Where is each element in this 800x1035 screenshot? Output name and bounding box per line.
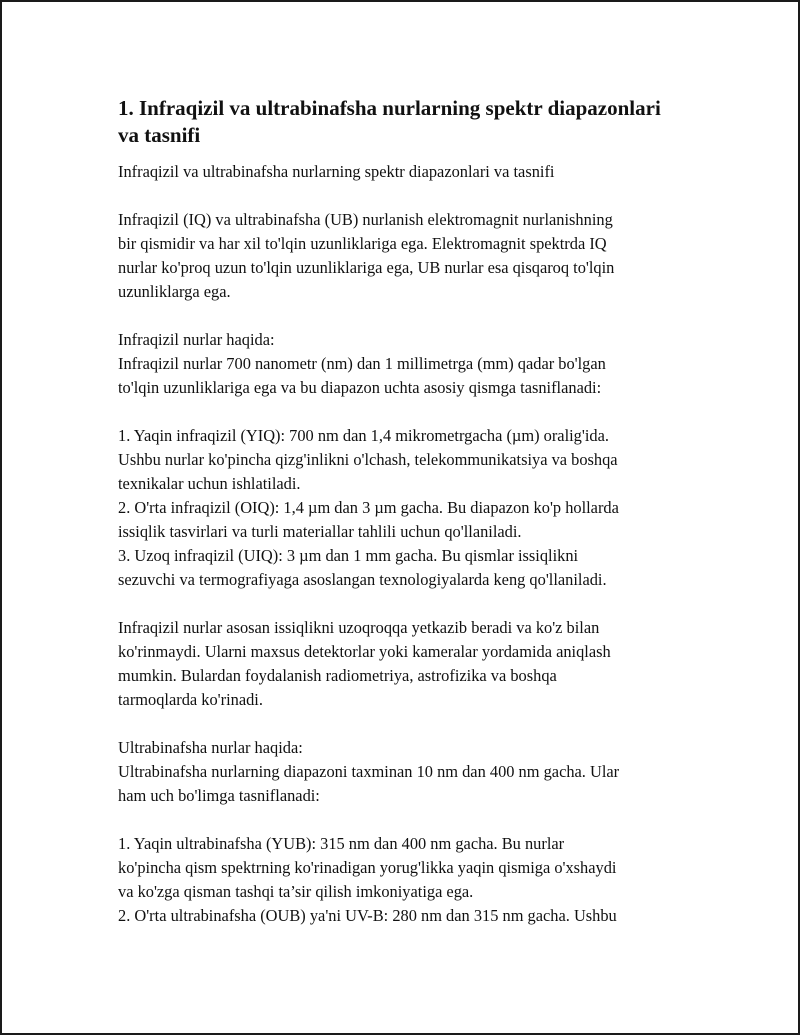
infrared-summary-paragraph — [118, 616, 690, 712]
list-item: 3. Uzoq infraqizil (UIQ): 3 µm dan 1 mm gacha. Bu qismlar issiqlikni — [118, 546, 579, 565]
text-line: ko'rinmaydi. Ularni maxsus detektorlar yoki kameralar yordamida aniqlash — [118, 642, 611, 661]
infrared-list-paragraph — [118, 424, 690, 592]
section-heading: Infraqizil nurlar haqida: — [118, 330, 275, 349]
list-item: 2. O'rta infraqizil (OIQ): 1,4 µm dan 3 µm gacha. Bu diapazon ko'p hollarda — [118, 498, 619, 517]
text-line: ham uch bo'limga tasniflanadi: — [118, 786, 320, 805]
text-line: Infraqizil (IQ) va ultrabinafsha (UB) nurlanish elektromagnit nurlanishning — [118, 210, 613, 229]
section-heading: Ultrabinafsha nurlar haqida: — [118, 738, 303, 757]
text-line: Ushbu nurlar ko'pincha qizg'inlikni o'lchash, telekommunikatsiya va boshqa — [118, 450, 618, 469]
list-item: 2. O'rta ultrabinafsha (OUB) ya'ni UV-B: 280 nm dan 315 nm gacha. Ushbu — [118, 906, 617, 925]
subtitle-paragraph — [118, 160, 690, 184]
list-item: 1. Yaqin infraqizil (YIQ): 700 nm dan 1,4 mikrometrgacha (µm) oralig'ida. — [118, 426, 609, 445]
text-line: va ko'zga qisman tashqi ta’sir qilish imkoniyatiga ega. — [118, 882, 474, 901]
text-line: Infraqizil nurlar 700 nanometr (nm) dan 1 millimetrga (mm) qadar bo'lgan — [118, 354, 606, 373]
document-body — [118, 95, 690, 952]
intro-paragraph — [118, 208, 690, 304]
text-line: nurlar ko'proq uzun to'lqin uzunliklariga ega, UB nurlar esa qisqaroq to'lqin — [118, 258, 615, 277]
text-line: sezuvchi va termografiyaga asoslangan texnologiyalarda keng qo'llaniladi. — [118, 570, 607, 589]
text-line: to'lqin uzunliklariga ega va bu diapazon uchta asosiy qismga tasniflanadi: — [118, 378, 602, 397]
document-title — [118, 95, 690, 149]
infrared-intro-paragraph — [118, 328, 690, 400]
text-line: texnikalar uchun ishlatiladi. — [118, 474, 301, 493]
text-line: ko'pincha qism spektrning ko'rinadigan yorug'likka yaqin qismiga o'xshaydi — [118, 858, 617, 877]
ultraviolet-intro-paragraph — [118, 736, 690, 808]
text-line: Infraqizil va ultrabinafsha nurlarning spektr diapazonlari va tasnifi — [118, 162, 555, 181]
text-line: mumkin. Bulardan foydalanish radiometriya, astrofizika va boshqa — [118, 666, 557, 685]
text-line: tarmoqlarda ko'rinadi. — [118, 690, 263, 709]
text-line: issiqlik tasvirlari va turli materiallar tahlili uchun qo'llaniladi. — [118, 522, 522, 541]
text-line: Infraqizil nurlar asosan issiqlikni uzoqroqqa yetkazib beradi va ko'z bilan — [118, 618, 600, 637]
title-line: va tasnifi — [118, 123, 201, 147]
text-line: bir qismidir va har xil to'lqin uzunliklariga ega. Elektromagnit spektrda IQ — [118, 234, 607, 253]
ultraviolet-list-paragraph — [118, 832, 690, 928]
title-line: 1. Infraqizil va ultrabinafsha nurlarning spektr diapazonlari — [118, 96, 661, 120]
list-item: 1. Yaqin ultrabinafsha (YUB): 315 nm dan 400 nm gacha. Bu nurlar — [118, 834, 565, 853]
text-line: uzunliklarga ega. — [118, 282, 231, 301]
text-line: Ultrabinafsha nurlarning diapazoni taxminan 10 nm dan 400 nm gacha. Ular — [118, 762, 620, 781]
